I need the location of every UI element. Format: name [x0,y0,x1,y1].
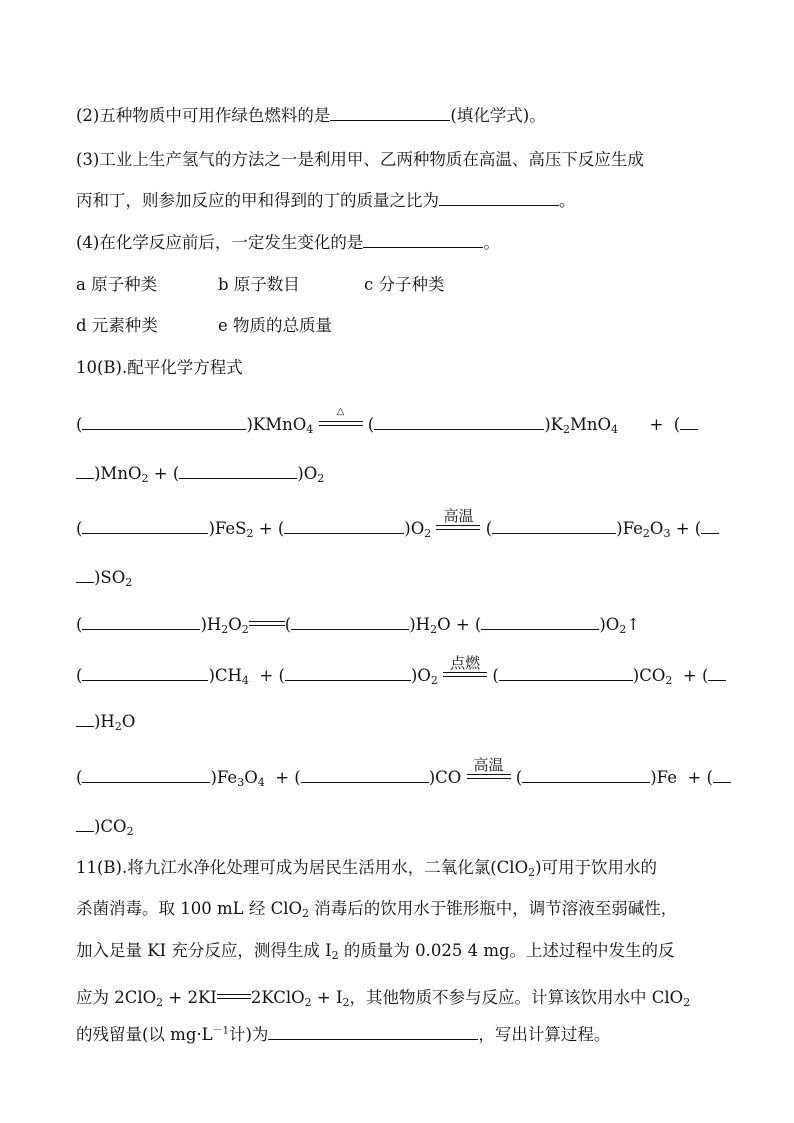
coefficient-blank[interactable] [708,664,726,681]
q9-part3-line2 [76,189,734,213]
reaction-arrow [217,981,251,1003]
q9-part4 [76,231,734,255]
q11-line2: 杀菌消毒。取 100 mL 经 ClO$_2$ 消毒后的饮用水于锥形瓶中，调节溶液至弱碱性， [76,899,678,920]
coefficient-blank[interactable] [76,462,94,479]
option-d: d 元素种类 [76,316,158,335]
coefficient-blank[interactable] [701,517,719,534]
q9-part4-suffix: 。 [483,233,500,252]
reaction-arrow [249,608,285,630]
q11-line5: 的残留量(以 $mg\cdot L^{-1}$计)为 ，写出计算过程。 [76,1025,611,1044]
coefficient-blank[interactable] [76,815,94,832]
q11-line3: 加入足量 KI 充分反应，测得生成 $I_2$ 的质量为 0.025 4 mg。上述过程中发生的反 [76,941,675,962]
coefficient-blank[interactable] [481,613,599,630]
q9-part2-text: (2)五种物质中可用作绿色燃料的是 [76,106,331,125]
answer-blank[interactable] [330,104,450,121]
q9-part4-text: (4)在化学反应前后，一定发生变化的是 [76,233,364,252]
equation-4: ( )$CH_4$ + ( )$O_2$ 点燃 ( )$CO_2$ + ( [76,659,734,688]
equation-2: ( )FeS$_2$ + ( )$O_2$ 高温 ( )$Fe_2O_3$ + ( [76,512,734,541]
q11-line4: 应为 2ClO$_2$ + 2KI 2KClO$_2$ + $I_2$，其他物质不参与反应。计算该饮用水中 ClO$_2$ [76,981,734,1010]
coefficient-blank[interactable] [499,664,633,681]
equation-2-cont: )$SO_2$ [76,566,734,590]
reaction-arrow-high-temp: 高温 [467,761,511,783]
option-c: c 分子种类 [364,275,445,294]
coefficient-blank[interactable] [285,664,411,681]
coefficient-blank[interactable] [82,766,210,783]
coefficient-blank[interactable] [374,413,544,430]
equation-5-cont: )$CO_2$ [76,815,734,839]
coefficient-blank[interactable] [284,517,404,534]
equation-1-cont: )MnO$_2$ + ( )$O_2$ [76,462,734,486]
coefficient-blank[interactable] [82,613,200,630]
coefficient-blank[interactable] [82,413,246,430]
equation-3: ( )$H_2O_2$ ( )$H_2O$ + ( )$O_2↑$ [76,608,734,637]
q9-part3-suffix: 。 [559,191,576,210]
q9-part3-line1: (3)工业上生产氢气的方法之一是利用甲、乙两种物质在高温、高压下反应生成 [76,150,644,169]
coefficient-blank[interactable] [76,566,94,583]
coefficient-blank[interactable] [492,517,616,534]
coefficient-blank[interactable] [179,462,297,479]
coefficient-blank[interactable] [713,766,731,783]
answer-blank[interactable] [439,189,559,206]
equation-5: ( )$Fe_3O_4$ + ( )CO 高温 ( )Fe + ( [76,761,734,790]
coefficient-blank[interactable] [76,710,94,727]
answer-blank[interactable] [268,1023,478,1040]
coefficient-blank[interactable] [291,613,409,630]
equation-1: ( )KMnO$_4$ △ ( )$K_2MnO_4$ + ( [76,408,734,437]
q9-part2 [76,104,734,128]
option-b: b 原子数目 [218,275,300,294]
coefficient-blank[interactable] [522,766,650,783]
reaction-arrow-high-temp: 高温 [436,512,480,534]
q9-part2-suffix: (填化学式)。 [450,106,546,125]
coefficient-blank[interactable] [82,517,208,534]
reaction-arrow-ignite: 点燃 [443,659,487,681]
coefficient-blank[interactable] [82,664,208,681]
option-a: a 原子种类 [76,275,158,294]
option-e: e 物质的总质量 [218,316,333,335]
reaction-arrow-heat: △ [319,408,363,430]
coefficient-blank[interactable] [301,766,429,783]
answer-blank[interactable] [363,231,483,248]
equation-4-cont: )$H_2O$ [76,710,734,734]
q9-part3-text: 丙和丁，则参加反应的甲和得到的丁的质量之比为 [76,191,439,210]
coefficient-blank[interactable] [680,413,698,430]
q11-line1: 11(B).将九江水净化处理可成为居民生活用水，二氧化氯(ClO$_2$)可用于饮用水的 [76,858,658,879]
q10-title: 10(B).配平化学方程式 [76,358,243,377]
